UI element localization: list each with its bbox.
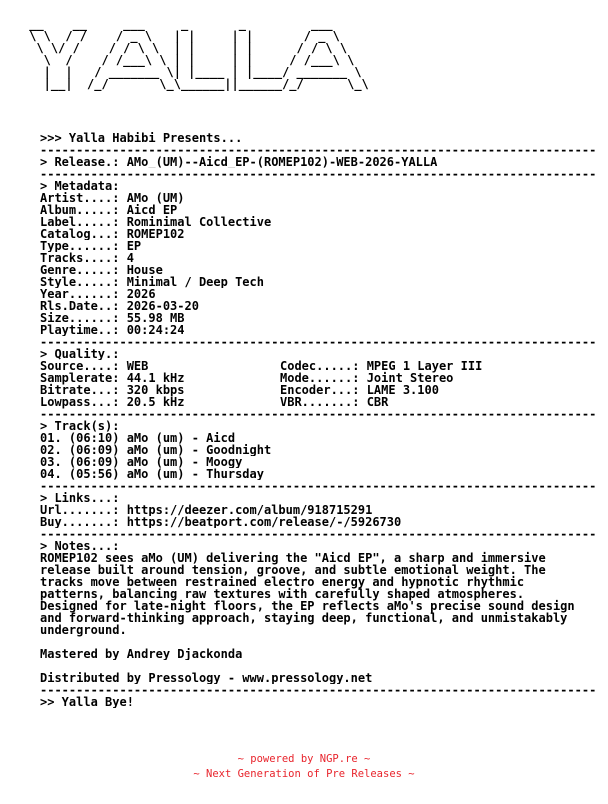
release-line: > Release.: AMo_(UM)--Aicd_EP-(ROMEP102)-WEB-2026-YALLA [40,156,438,168]
metadata-genre: Genre.....: House [40,264,163,276]
yalla-ascii-logo: __ __ ___ _ _ ___ \ \ / / / _ \ | | | | / _ \ \ \/ / / / \ \ | | | | / / \ \ \ / / /___\ \ | | | | / /___\ \ | | / _______ \| |____ | |____/ _______ \ |__| /_/ \_\______||______/_/ \_\ [29,17,369,91]
track-item: 01. (06:10) aMo (um) - Aicd [40,432,236,444]
footer-powered-by[interactable]: ~ powered by NGP.re ~ [237,753,371,765]
quality-lowpass: Lowpass...: 20.5 kHz [40,395,185,409]
quality-vbr: VBR.......: CBR [280,395,389,409]
quality-heading: > Quality.: [40,348,120,360]
metadata-year: Year......: 2026 [40,288,156,300]
metadata-tracks: Tracks....: 4 [40,252,134,264]
metadata-size: Size......: 55.98 MB [40,312,185,324]
metadata-label: Label.....: Rominimal Collective [40,216,272,228]
tracks-heading: > Track(s): [40,420,120,432]
separator: ----------------------------------------------------------------------------- [40,336,597,348]
link-buy[interactable]: Buy.......: https://beatport.com/release/-/5926730 [40,516,402,528]
metadata-catalog: Catalog...: ROMEP102 [40,228,185,240]
metadata-style: Style.....: Minimal / Deep Tech [40,276,264,288]
metadata-artist: Artist....: AMo (UM) [40,192,185,204]
track-item: 03. (06:09) aMo (um) - Moogy [40,456,243,468]
bye-line: >> Yalla Bye! [40,696,134,708]
quality-encoder: Encoder...: LAME 3.100 [280,383,439,397]
metadata-type: Type......: EP [40,240,142,252]
notes-body: ROMEP102 sees aMo (UM) delivering the "Aicd EP", a sharp and immersive release built around tension, groove, and subtle emotional weight. The tracks move between restrained electro energy and hypnotic rhythmic patterns, balancing raw textures with carefully shaped atmospheres. Designed for late-night floors, the EP reflects aMo's precise sound design and forward-thinking approach, staying deep, functional, and unmistakably underground. [40,551,575,637]
link-url[interactable]: Url.......: https://deezer.com/album/918715291 [40,504,373,516]
separator: ----------------------------------------------------------------------------- [40,168,597,180]
quality-source: Source....: WEB [40,359,149,373]
notes-distributed: Distributed by Pressology - www.pressology.net [40,672,373,684]
metadata-rls-date: Rls.Date..: 2026-03-20 [40,300,199,312]
quality-table [40,360,600,408]
separator: ----------------------------------------------------------------------------- [40,684,597,696]
separator: ----------------------------------------------------------------------------- [40,480,597,492]
track-item: 04. (05:56) aMo (um) - Thursday [40,468,264,480]
quality-codec: Codec.....: MPEG 1 Layer III [280,359,483,373]
metadata-playtime: Playtime..: 00:24:24 [40,324,185,336]
quality-mode: Mode......: Joint Stereo [280,371,454,385]
links-heading: > Links...: [40,492,120,504]
intro-line: >>> Yalla Habibi Presents... [40,132,243,144]
track-list [40,432,600,480]
track-item: 02. (06:09) aMo (um) - Goodnight [40,444,272,456]
separator: ----------------------------------------------------------------------------- [40,144,597,156]
quality-row [40,396,600,408]
quality-bitrate: Bitrate...: 320 kbps [40,383,185,397]
notes-mastered: Mastered by Andrey Djackonda [40,648,243,660]
metadata-heading: > Metadata: [40,180,120,192]
quality-samplerate: Samplerate: 44.1 kHz [40,371,185,385]
notes-heading: > Notes...: [40,540,120,552]
footer-tagline: ~ Next Generation of Pre Releases ~ [193,768,415,780]
metadata-album: Album.....: Aicd EP [40,204,178,216]
metadata-list [40,192,600,336]
separator: ----------------------------------------------------------------------------- [40,528,597,540]
separator: ----------------------------------------------------------------------------- [40,408,597,420]
nfo-body [40,132,600,708]
